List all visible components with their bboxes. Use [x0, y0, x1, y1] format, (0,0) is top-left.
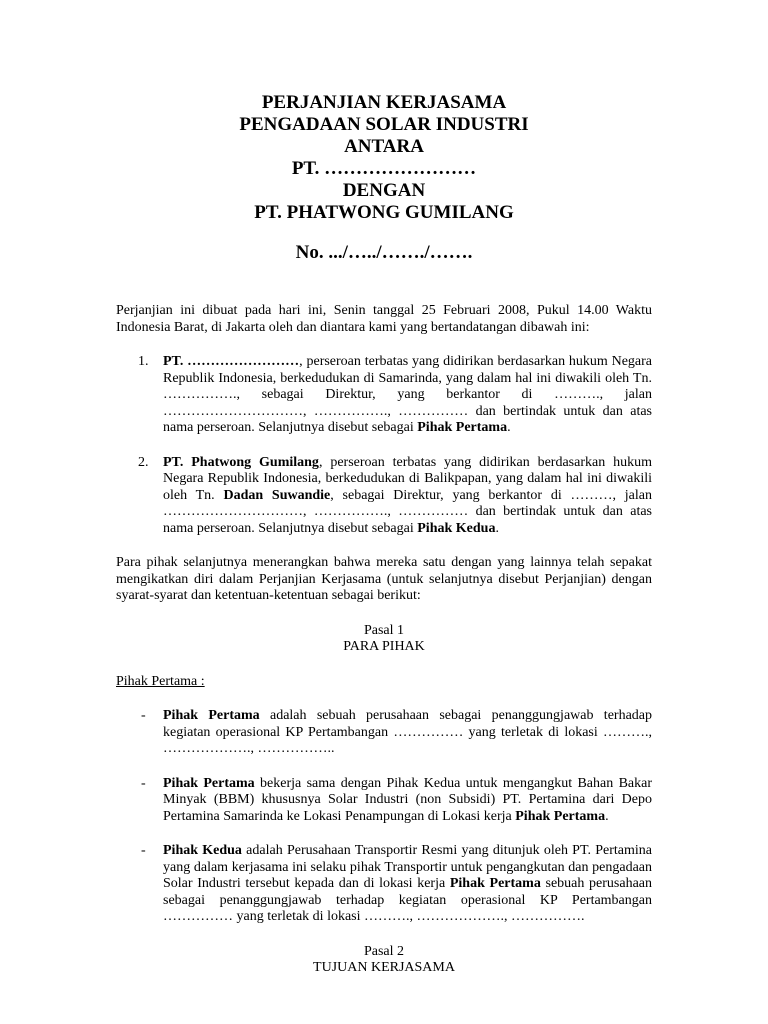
list-number: 1. [138, 354, 149, 369]
party-text: , perseroan terbatas yang didirikan berdasarkan hukum Negara Republik Indonesia, berkedudukan di Samarinda, yang dalam hal ini diwakili oleh Tn. ……………., sebagai Direktur, yang berkantor di ………., jalan …………………………, ……………., …………… dan bertindak untuk dan atas nama perseroan. Selanjutnya disebut sebagai [163, 354, 652, 435]
title-line-4: PT. …………………… [291, 158, 477, 179]
party-role: Pihak Kedua [417, 520, 496, 536]
document-number: No. .../…../……./……. [295, 242, 473, 263]
title-line-2: PENGADAAN SOLAR INDUSTRI [239, 114, 529, 135]
party-name: PT. …………………… [163, 354, 300, 369]
party-item-1 [116, 354, 652, 437]
pasal-1-item-1 [116, 708, 652, 758]
list-number: 2. [138, 454, 149, 470]
pasal-1-title: PARA PIHAK [343, 639, 425, 654]
item-text: adalah sebuah perusahaan sebagai penanggungjawab terhadap kegiatan operasional KP Pertambangan …………… yang terletak di lokasi ………., ………………., …………….. [163, 708, 652, 756]
item-bold: Pihak Pertama [449, 876, 541, 891]
party-end: . [507, 420, 511, 435]
pasal-2-number: Pasal 2 [363, 943, 405, 959]
pasal-1-number: Pasal 1 [363, 622, 405, 638]
document-header [0, 92, 768, 264]
title-line-3: ANTARA [344, 136, 424, 157]
item-bold: Pihak Kedua [163, 843, 242, 858]
item-bold: Pihak Pertama [163, 775, 255, 791]
document-body [116, 303, 652, 977]
agreement-paragraph: Para pihak selanjutnya menerangkan bahwa mereka satu dengan yang lainnya telah sepakat mengikatkan diri dalam Perjanjian Kerjasama (untuk selanjutnya disebut Perjanjian) dengan syarat-syarat dan ketentuan-ketentuan sebagai berikut: [116, 555, 652, 603]
title-line-1: PERJANJIAN KERJASAMA [261, 92, 507, 113]
party-end: . [495, 520, 499, 536]
item-text: bekerja sama dengan Pihak Kedua untuk mengangkut Bahan Bakar Minyak (BBM) khususnya Solar Industri (non Subsidi) PT. Pertamina dari Depo Pertamina Samarinda ke Lokasi Penampungan di Lokasi kerja [163, 775, 652, 824]
party-name: PT. Phatwong Gumilang [163, 454, 319, 470]
title-line-5: DENGAN [342, 180, 426, 201]
party-representative: Dadan Suwandie [223, 487, 331, 503]
list-dash: - [141, 775, 146, 791]
item-text: . [605, 808, 609, 824]
pihak-pertama-subheading: Pihak Pertama : [116, 673, 205, 689]
item-text: adalah Perusahaan Transportir Resmi yang ditunjuk oleh PT. Pertamina yang dalam kerjasama ini selaku pihak Transportir untuk pengangkutan dan pengadaan Solar Industri tersebut kepada dan di lokasi kerja [163, 843, 652, 891]
intro-paragraph: Perjanjian ini dibuat pada hari ini, Senin tanggal 25 Februari 2008, Pukul 14.00 Waktu Indonesia Barat, di Jakarta oleh dan diantara kami yang bertandatangan dibawah ini: [116, 303, 652, 335]
pasal-1-item-2 [116, 776, 652, 826]
title-line-6: PT. PHATWONG GUMILANG [254, 202, 514, 223]
party-role: Pihak Pertama [417, 420, 508, 435]
party-text: , sebagai Direktur, yang berkantor di ………, jalan …………………………, ……………., …………… dan bertindak untuk dan atas nama perseroan. Selanjutnya disebut sebagai [163, 487, 652, 536]
pasal-2-title: TUJUAN KERJASAMA [313, 960, 455, 975]
list-dash: - [141, 708, 146, 723]
pasal-1-item-3 [116, 843, 652, 926]
item-bold: Pihak Pertama [163, 708, 260, 723]
party-item-2 [116, 455, 652, 538]
list-dash: - [141, 843, 146, 858]
item-bold: Pihak Pertama [515, 808, 606, 824]
party-text: , perseroan terbatas yang didirikan berdasarkan hukum Negara Republik Indonesia, berkedudukan di Balikpapan, yang dalam hal ini diwakili oleh Tn. [163, 454, 652, 503]
item-text: sebuah perusahaan sebagai penanggungjawab terhadap kegiatan operasional KP Pertambangan …………… yang terletak di lokasi ………., ………………., ……………. [163, 876, 653, 924]
